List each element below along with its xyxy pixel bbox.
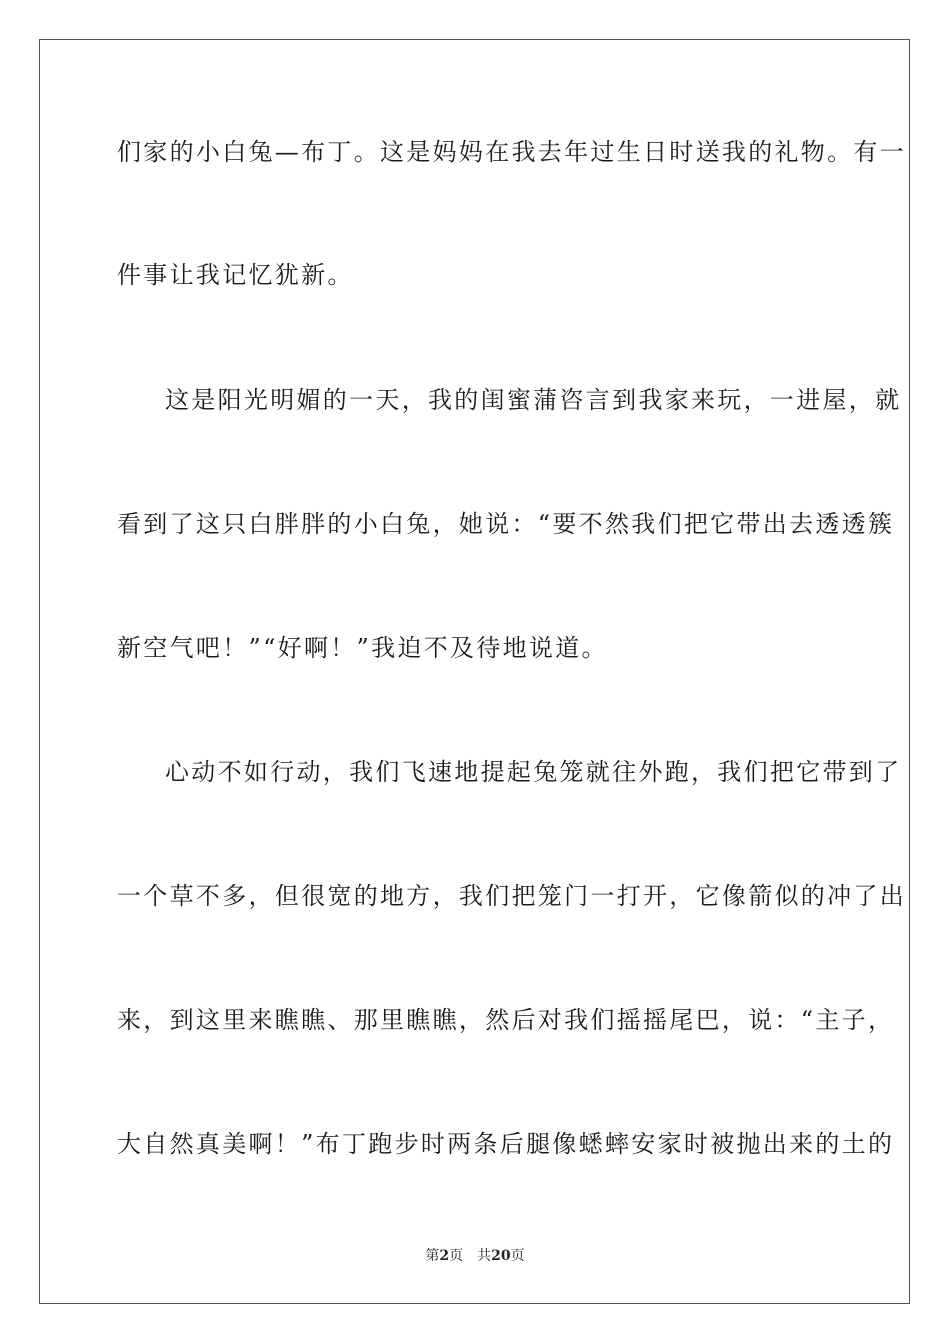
body-line-5: 新空气吧！”“好啊！”我迫不及待地说道。	[117, 634, 608, 662]
body-line-8: 来，到这里来瞧瞧、那里瞧瞧，然后对我们摇摇尾巴，说：“主子，	[117, 1006, 895, 1034]
body-line-9: 大自然真美啊！”布丁跑步时两条后腿像蟋蟀安家时被抛出来的土的	[117, 1130, 895, 1158]
footer-total-prefix: 共	[477, 1248, 492, 1264]
footer-page-prefix: 第	[425, 1248, 440, 1264]
page-footer	[0, 1247, 950, 1265]
footer-total-suffix: 页	[510, 1248, 525, 1264]
body-line-1: 们家的小白兔—布丁。这是妈妈在我去年过生日时送我的礼物。有一	[117, 138, 906, 166]
footer-total-number: 20	[491, 1248, 511, 1264]
page-frame	[39, 39, 910, 1304]
body-line-3: 这是阳光明媚的一天，我的闺蜜蒲咨言到我家来玩，一进屋，就	[165, 386, 902, 414]
body-line-4: 看到了这只白胖胖的小白兔，她说：“要不然我们把它带出去透透簇	[117, 510, 895, 538]
footer-page-number: 2	[439, 1248, 450, 1264]
body-line-6: 心动不如行动，我们飞速地提起兔笼就往外跑，我们把它带到了	[165, 758, 902, 786]
footer-page-suffix: 页	[449, 1248, 464, 1264]
body-line-7: 一个草不多，但很宽的地方，我们把笼门一打开，它像箭似的冲了出	[117, 882, 906, 910]
body-line-2: 件事让我记忆犹新。	[117, 261, 354, 289]
